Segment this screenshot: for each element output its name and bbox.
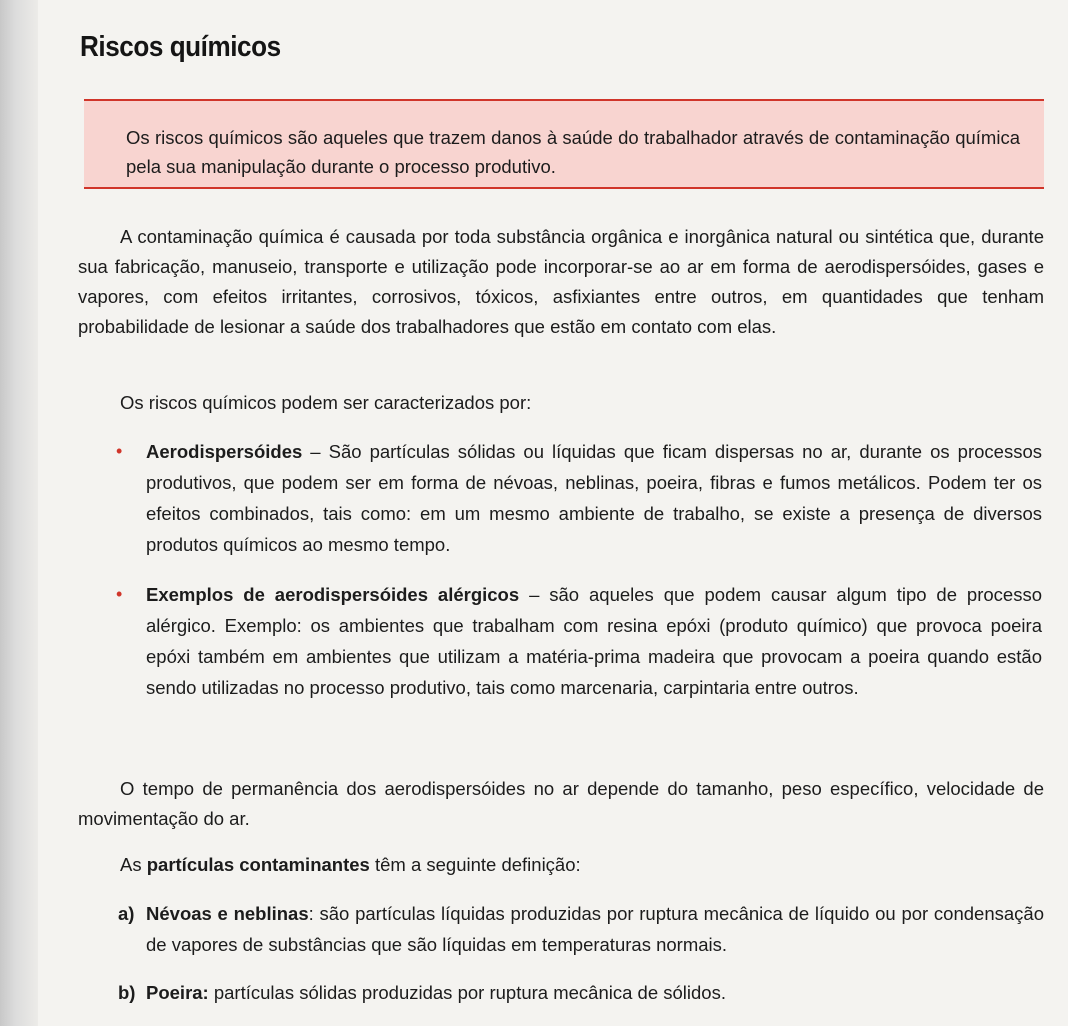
definition-prefix: As <box>120 854 147 875</box>
item-poeira <box>118 977 1044 1008</box>
bullet-text: – são aqueles que podem causar algum tipo de processo alérgico. Exemplo: os ambientes que trabalham com resina epóxi (produto químico) que provoca poeira epóxi também em ambientes que utilizam a matéria-prima madeira que provocam a poeira quando estão sendo utilizadas no processo produtivo, tais como marcenaria, carpintaria entre outros. <box>146 584 1042 698</box>
item-term: Névoas e neblinas <box>146 903 309 924</box>
definition-suffix: têm a seguinte definição: <box>369 854 581 875</box>
page-title: Riscos químicos <box>80 31 281 63</box>
item-mark: b) <box>118 982 136 1003</box>
paragraph-definition <box>120 850 1044 880</box>
paragraph-contamination: A contaminação química é causada por toda substância orgânica e inorgânica natural ou sintética que, durante sua fabricação, manuseio, transporte e utilização pode incorporar-se ao ar em forma de aerodispersóides, gases e vapores, com efeitos irritantes, corrosivos, tóxicos, asfixiantes entre outros, em quantidades que tenham probabilidade de lesionar a saúde dos trabalhadores que estão em contato com elas. <box>78 226 1044 337</box>
item-nevoas <box>118 898 1044 960</box>
bullet-term: Aerodispersóides <box>146 441 303 462</box>
bullet-dot-icon: • <box>116 441 123 461</box>
bullet-alergicos <box>116 579 1042 703</box>
item-text: : são partículas líquidas produzidas por ruptura mecânica de líquido ou por condensação de vapores de substâncias que são líquidas em temperaturas normais. <box>146 903 1044 955</box>
highlight-callout <box>84 99 1044 189</box>
paragraph-characterized: Os riscos químicos podem ser caracterizados por: <box>120 392 532 413</box>
item-term: Poeira: <box>146 982 209 1003</box>
item-text: partículas sólidas produzidas por ruptura mecânica de sólidos. <box>208 982 726 1003</box>
bullet-dot-icon: • <box>116 584 123 604</box>
bullet-text: – São partículas sólidas ou líquidas que ficam dispersas no ar, durante os processos produtivos, que podem ser em forma de névoas, neblinas, poeira, fibras e fumos metálicos. Podem ter os efeitos combinados, tais como: em um mesmo ambiente de trabalho, se existe a presença de diversos produtos químicos ao mesmo tempo. <box>146 441 1042 555</box>
definition-bold: partículas contaminantes <box>146 854 370 875</box>
binding-shadow <box>0 0 38 1026</box>
bullet-term: Exemplos de aerodispersóides alérgicos <box>146 584 520 605</box>
bullet-aerodispersoides <box>116 436 1042 560</box>
paragraph-permanence: O tempo de permanência dos aerodispersóides no ar depende do tamanho, peso específico, velocidade de movimentação do ar. <box>78 778 1044 829</box>
item-mark: a) <box>118 903 135 924</box>
callout-text: Os riscos químicos são aqueles que trazem danos à saúde do trabalhador através de contaminação química pela sua manipulação durante o processo produtivo. <box>126 127 1020 177</box>
